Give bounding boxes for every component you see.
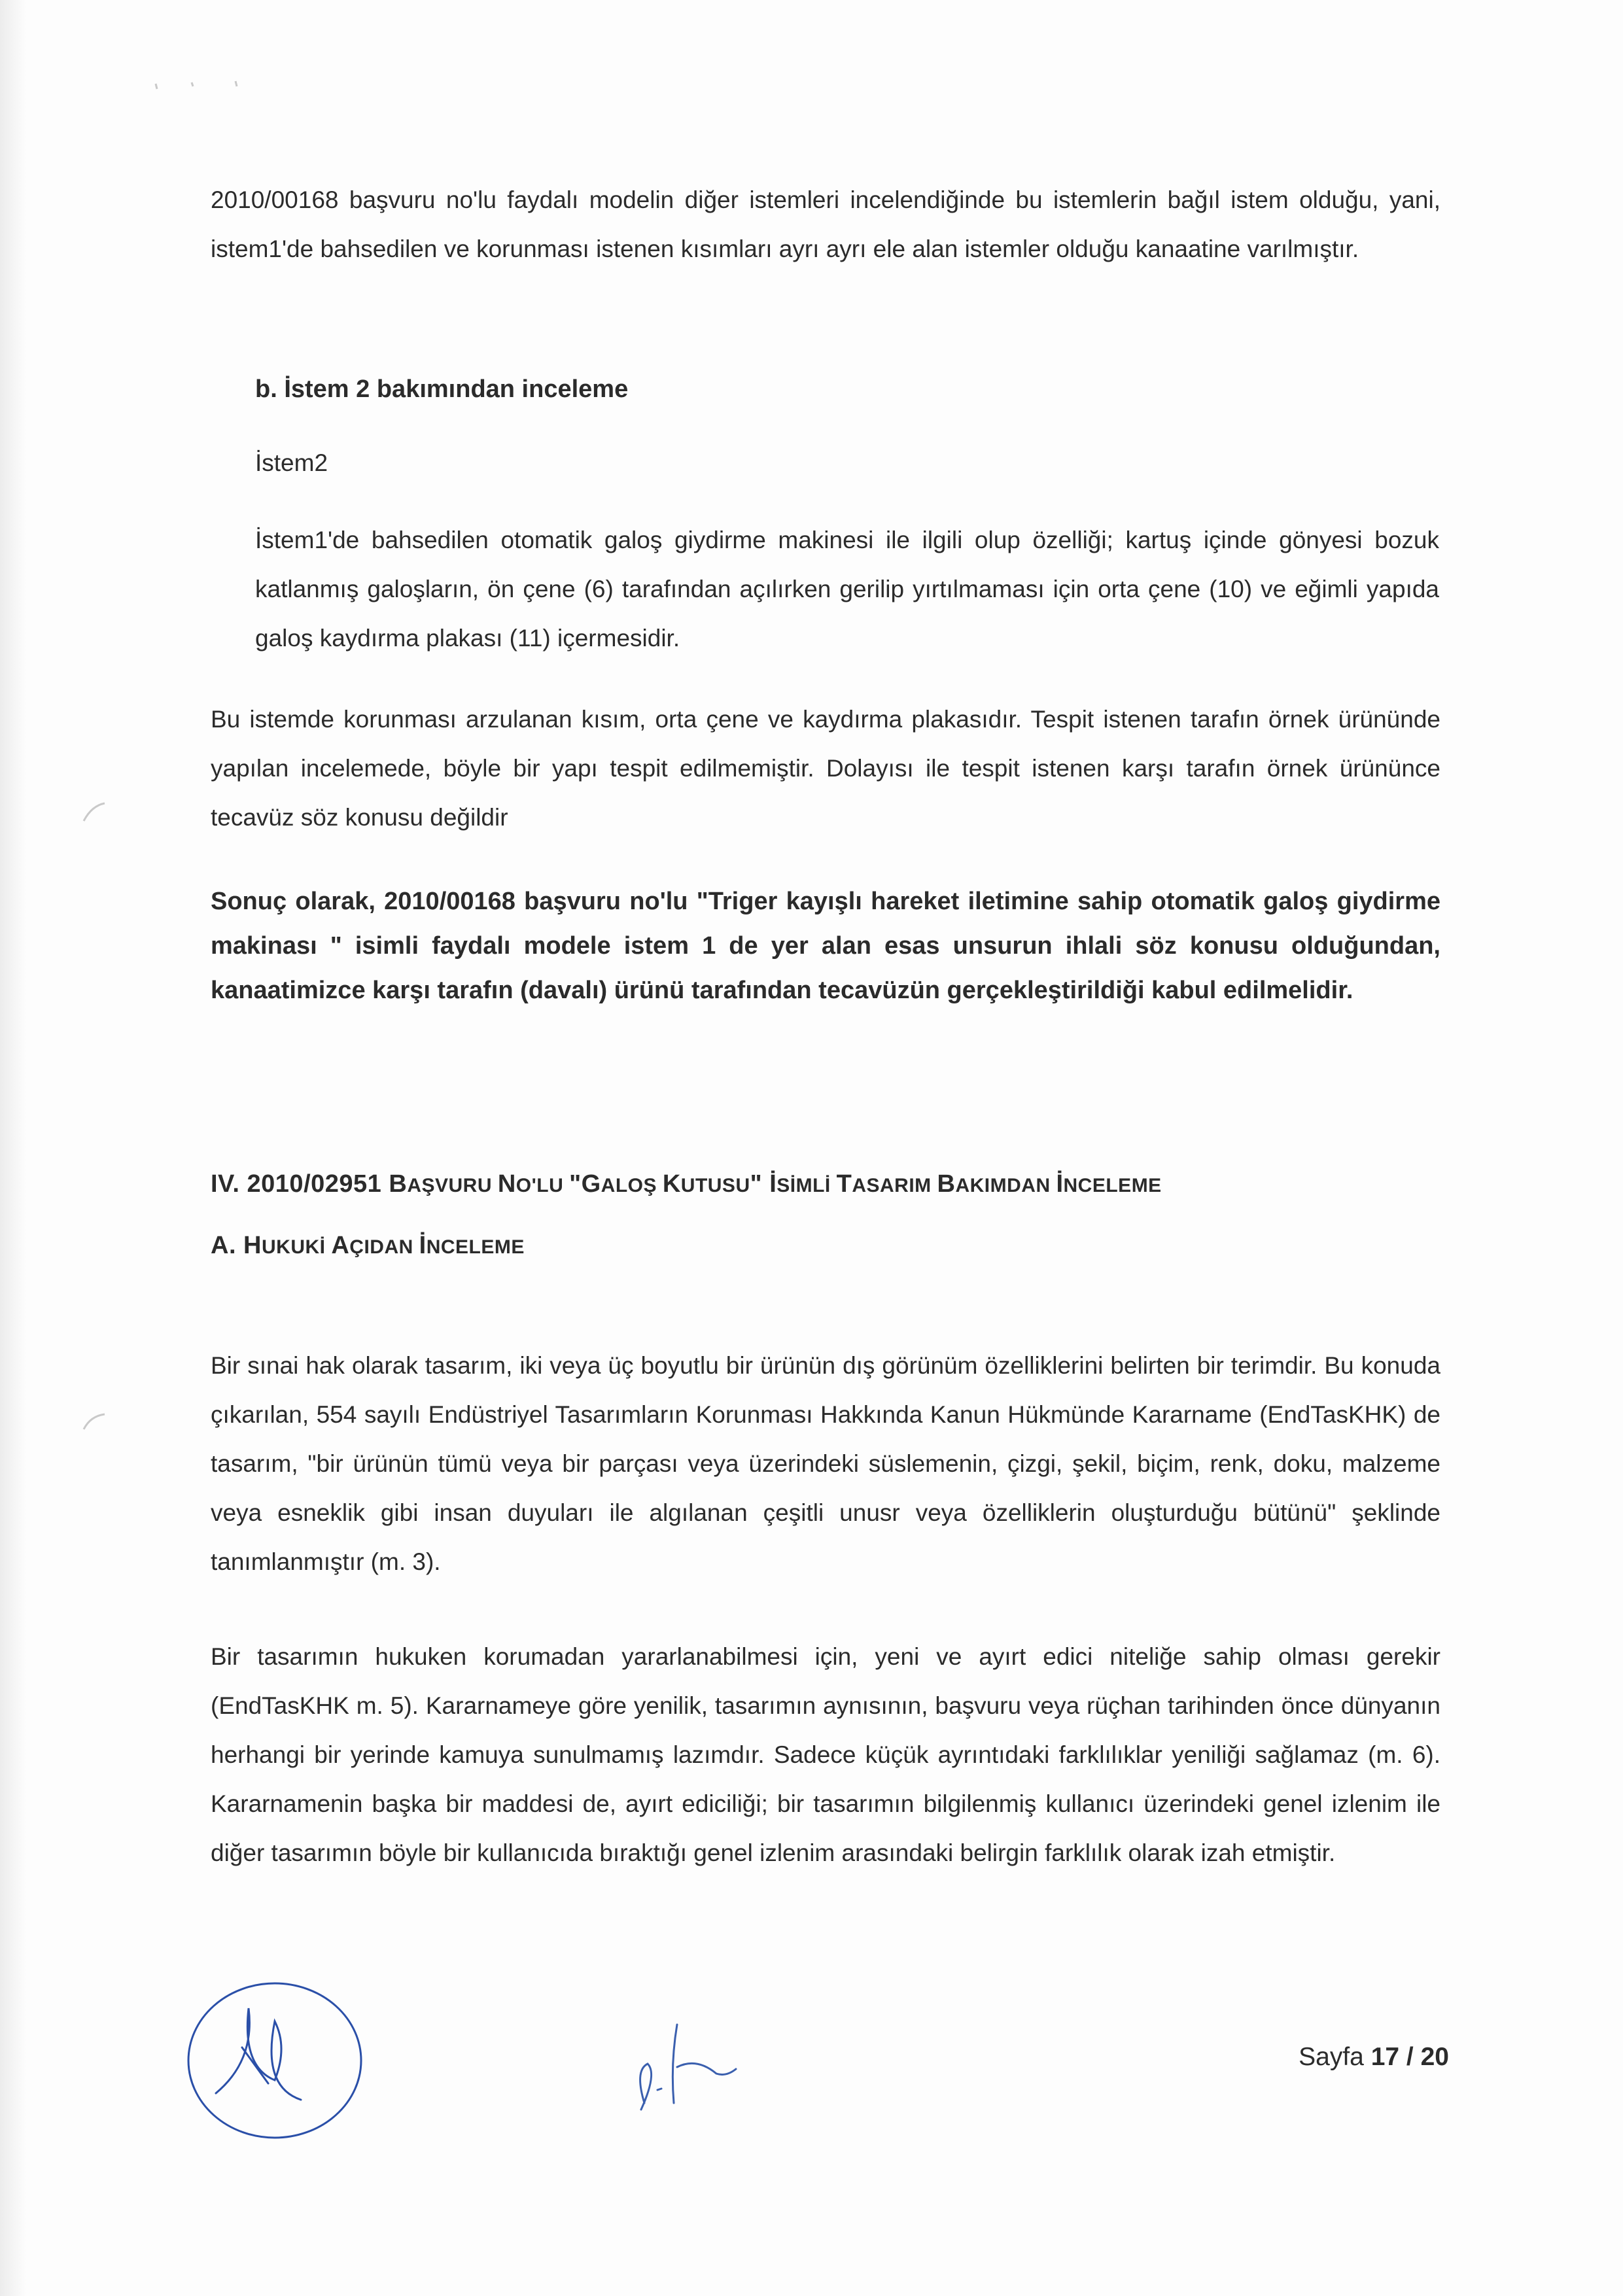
heading-text: b. İstem 2 bakımından inceleme <box>255 375 629 403</box>
heading-a-part: A. H <box>211 1232 262 1259</box>
heading-iv-part: O'LU <box>515 1175 570 1196</box>
page-number <box>1279 2038 1449 2077</box>
heading-iv-part: ASARIM <box>852 1175 937 1196</box>
paragraph-text: Bu istemde korunması arzulanan kısım, orta çene ve kaydırma plakasıdır. Tespit istenen tarafın örnek ürününde yapılan incelemede, böyle bir yapı tespit edilmemiştir. Dolayısı ile tespit istenen karşı tarafın örnek ürününce tecavüz söz konusu değildir <box>211 706 1440 831</box>
heading-a-part: NCELEME <box>426 1236 525 1258</box>
istem2-label <box>255 438 648 487</box>
heading-iv-part: "G <box>569 1170 601 1198</box>
heading-iv-part: T <box>836 1170 852 1198</box>
heading-a-part: ÇIDAN <box>349 1236 419 1258</box>
section-heading-a <box>211 1226 996 1267</box>
heading-a-part: A <box>331 1232 350 1259</box>
heading-a-part: UKUKİ <box>262 1236 332 1258</box>
page-separator: / <box>1399 2043 1421 2071</box>
paragraph-istem2 <box>255 515 1439 663</box>
heading-iv-part: SİMLİ <box>777 1175 837 1196</box>
heading-iv-lead: IV. 2010/02951 <box>211 1170 389 1198</box>
signature-left <box>177 1969 373 2165</box>
section-heading-b <box>255 370 1236 409</box>
heading-iv-part: UTUSU <box>680 1175 750 1196</box>
label-text: İstem2 <box>255 449 328 476</box>
paragraph-text: 2010/00168 başvuru no'lu faydalı modelin diğer istemleri incelendiğinde bu istemlerin bağıl istem olduğu, yani, istem1'de bahsedilen ve korunması istenen kısımları ayrı ayrı ele alan istemler olduğu kanaatine varılmıştır. <box>211 186 1440 262</box>
conclusion-text: Sonuç olarak, 2010/00168 başvuru no'lu "Triger kayışlı hareket iletimine sahip otomatik galoş giydirme makinası " isimli faydalı modele istem 1 de yer alan esas unsurun ihlali söz konusu olduğundan, kanaatimizce karşı tarafın (davalı) ürünü tarafından tecavüzün gerçekleştirildiği kabul edilmelidir. <box>211 888 1440 1004</box>
heading-iv-part: NCELEME <box>1063 1175 1162 1196</box>
heading-iv-part: B <box>937 1170 956 1198</box>
heading-iv-part: " İ <box>750 1170 777 1198</box>
heading-iv-part: N <box>497 1170 516 1198</box>
page-current: 17 <box>1370 2043 1400 2071</box>
heading-iv-part: K <box>662 1170 681 1198</box>
page-total: 20 <box>1420 2043 1449 2071</box>
heading-a-part: İ <box>419 1232 427 1259</box>
paragraph-text: Bir tasarımın hukuken korumadan yararlanabilmesi için, yeni ve ayırt edici niteliğe sahip olması gerekir (EndTasKHK m. 5). Kararnameye göre yenilik, tasarımın aynısının, başvuru veya rüçhan tarihinden önce dünyanın herhangi bir yerinde kamuya sunulmamış lazımdır. Sadece küçük ayrıntıdaki farklılıklar yeniliği sağlamaz (m. 6). Kararnamenin başka bir maddesi de, ayırt ediciliği; bir tasarımın bilgilenmiş kullanıcı üzerindeki genel izlenim ile diğer tasarımın böyle bir kullanıcıda bıraktığı genel izlenim arasındaki belirgin farklılık olarak izah etmiştir. <box>211 1643 1440 1866</box>
paragraph-istem-relation <box>211 175 1440 273</box>
heading-iv-part: B <box>389 1170 408 1198</box>
heading-iv-part: AŞVURU <box>407 1175 498 1196</box>
paragraph-tasarim-definition <box>211 1341 1440 1586</box>
heading-iv-part: İ <box>1056 1170 1064 1198</box>
paragraph-tasarim-protection <box>211 1632 1440 1877</box>
paragraph-istemde-korunmasi <box>211 695 1440 842</box>
paragraph-conclusion <box>211 879 1440 1013</box>
paragraph-text: İstem1'de bahsedilen otomatik galoş giydirme makinesi ile ilgili olup özelliği; kartuş içinde gönyesi bozuk katlanmış galoşların, ön çene (6) tarafından açılırken gerilip yırtılmaması için orta çene (10) ve eğimli yapıda galoş kaydırma plakası (11) içermesidir. <box>255 527 1439 652</box>
signature-right <box>631 2011 749 2123</box>
page-prefix: Sayfa <box>1299 2043 1371 2071</box>
heading-iv-part: AKIMDAN <box>955 1175 1056 1196</box>
paragraph-text: Bir sınai hak olarak tasarım, iki veya üç boyutlu bir ürünün dış görünüm özelliklerini belirten bir terimdir. Bu konuda çıkarılan, 554 sayılı Endüstriyel Tasarımların Korunması Hakkında Kanun Hükmünde Kararname (EndTasKHK) de tasarım, "bir ürünün tümü veya bir parçası veya üzerindeki süslemenin, çizgi, şekil, biçim, renk, doku, malzeme veya esneklik gibi insan duyuları ile algılanan çeşitli unusr veya özelliklerin oluşturduğu bütünü" şeklinde tanımlanmıştır (m. 3). <box>211 1352 1440 1575</box>
heading-iv-part: ALOŞ <box>601 1175 663 1196</box>
section-heading-iv <box>211 1164 1440 1206</box>
